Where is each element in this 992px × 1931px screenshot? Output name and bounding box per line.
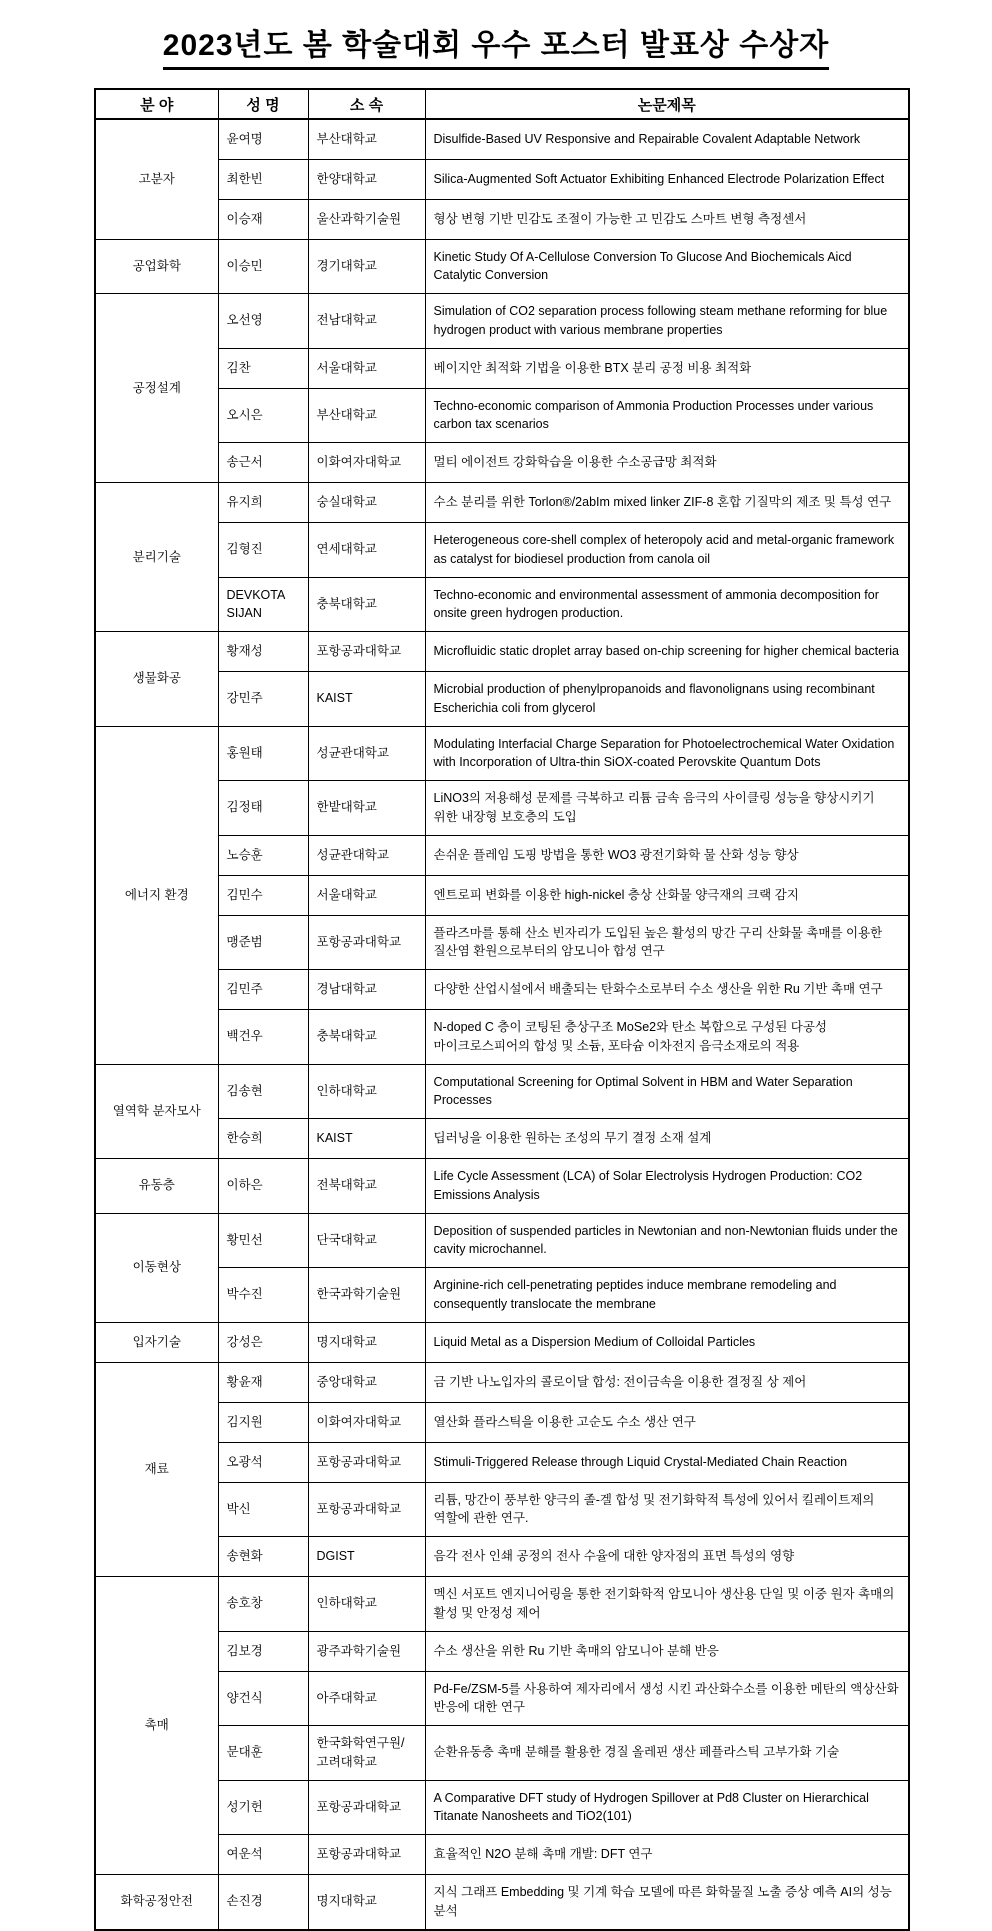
field-cell: 재료 — [95, 1362, 218, 1577]
name-cell: 윤여명 — [218, 119, 308, 159]
paper-title-cell: 엔트로피 변화를 이용한 high-nickel 층상 산화물 양극재의 크랙 감지 — [425, 875, 909, 915]
affiliation-cell: 한국과학기술원 — [308, 1268, 425, 1323]
paper-title-cell: 형상 변형 기반 민감도 조절이 가능한 고 민감도 스마트 변형 측정센서 — [425, 199, 909, 239]
affiliation-cell: KAIST — [308, 1119, 425, 1159]
table-row — [95, 239, 909, 294]
affiliation-cell: 포항공과대학교 — [308, 1780, 425, 1835]
paper-title-cell: 플라즈마를 통해 산소 빈자리가 도입된 높은 활성의 망간 구리 산화물 촉매를 이용한 질산염 환원으로부터의 암모니아 합성 연구 — [425, 915, 909, 970]
paper-title-cell: 지식 그래프 Embedding 및 기계 학습 모델에 따른 화학물질 노출 증상 예측 AI의 성능 분석 — [425, 1875, 909, 1930]
field-cell: 화학공정안전 — [95, 1875, 218, 1930]
awards-table-header — [95, 89, 909, 119]
paper-title-cell: Simulation of CO2 separation process following steam methane reforming for blue hydrogen product with various membrane properties — [425, 294, 909, 349]
affiliation-cell: 포항공과대학교 — [308, 1835, 425, 1875]
name-cell: 노승훈 — [218, 835, 308, 875]
name-cell: 황재성 — [218, 632, 308, 672]
name-cell: 김형진 — [218, 523, 308, 578]
paper-title-cell: 수소 분리를 위한 Torlon®/2abIm mixed linker ZIF-8 혼합 기질막의 제조 및 특성 연구 — [425, 483, 909, 523]
paper-title-cell: Arginine-rich cell-penetrating peptides induce membrane remodeling and consequently translocate the membrane — [425, 1268, 909, 1323]
paper-title-cell: Deposition of suspended particles in Newtonian and non-Newtonian fluids under the cavity microchannel. — [425, 1213, 909, 1268]
page-title-text: 2023년도 봄 학술대회 우수 포스터 발표상 수상자 — [163, 20, 829, 70]
name-cell: 김민주 — [218, 970, 308, 1010]
field-cell: 고분자 — [95, 119, 218, 239]
paper-title-cell: Pd-Fe/ZSM-5를 사용하여 제자리에서 생성 시킨 과산화수소를 이용한 메탄의 액상산화 반응에 대한 연구 — [425, 1671, 909, 1726]
paper-title-cell: 딥러닝을 이용한 원하는 조성의 무기 결정 소재 설계 — [425, 1119, 909, 1159]
affiliation-cell: 한밭대학교 — [308, 781, 425, 836]
name-cell: 최한빈 — [218, 159, 308, 199]
affiliation-cell: 충북대학교 — [308, 1010, 425, 1065]
table-row — [95, 1119, 909, 1159]
field-cell: 분리기술 — [95, 483, 218, 632]
paper-title-cell: 음각 전사 인쇄 공정의 전사 수율에 대한 양자점의 표면 특성의 영향 — [425, 1537, 909, 1577]
affiliation-cell: 서울대학교 — [308, 348, 425, 388]
affiliation-cell: 서울대학교 — [308, 875, 425, 915]
name-cell: 강민주 — [218, 672, 308, 727]
table-row — [95, 632, 909, 672]
column-header-name: 성 명 — [218, 89, 308, 119]
affiliation-cell: 단국대학교 — [308, 1213, 425, 1268]
name-cell: 김정태 — [218, 781, 308, 836]
name-cell: 백건우 — [218, 1010, 308, 1065]
field-cell: 생물화공 — [95, 632, 218, 727]
paper-title-cell: N-doped C 층이 코팅된 층상구조 MoSe2와 탄소 복합으로 구성된 다공성 마이크로스피어의 합성 및 소듐, 포타슘 이차전지 음극소재로의 적용 — [425, 1010, 909, 1065]
affiliation-cell: 한국화학연구원/고려대학교 — [308, 1726, 425, 1781]
column-header-affiliation: 소 속 — [308, 89, 425, 119]
table-row — [95, 1537, 909, 1577]
name-cell: 문대훈 — [218, 1726, 308, 1781]
name-cell: 박신 — [218, 1482, 308, 1537]
table-row — [95, 672, 909, 727]
name-cell: 맹준범 — [218, 915, 308, 970]
table-row — [95, 1322, 909, 1362]
table-row — [95, 835, 909, 875]
affiliation-cell: 포항공과대학교 — [308, 1442, 425, 1482]
table-row — [95, 1159, 909, 1214]
table-row — [95, 1064, 909, 1119]
paper-title-cell: Techno-economic comparison of Ammonia Production Processes under various carbon tax scenarios — [425, 388, 909, 443]
affiliation-cell: 경기대학교 — [308, 239, 425, 294]
affiliation-cell: 포항공과대학교 — [308, 915, 425, 970]
paper-title-cell: Disulfide-Based UV Responsive and Repairable Covalent Adaptable Network — [425, 119, 909, 159]
table-row — [95, 119, 909, 159]
table-row — [95, 1780, 909, 1835]
affiliation-cell: 울산과학기술원 — [308, 199, 425, 239]
paper-title-cell: Stimuli-Triggered Release through Liquid Crystal-Mediated Chain Reaction — [425, 1442, 909, 1482]
field-cell: 입자기술 — [95, 1322, 218, 1362]
table-row — [95, 159, 909, 199]
name-cell: 이하은 — [218, 1159, 308, 1214]
paper-title-cell: Kinetic Study Of A-Cellulose Conversion To Glucose And Biochemicals Aicd Catalytic Conversion — [425, 239, 909, 294]
paper-title-cell: Liquid Metal as a Dispersion Medium of Colloidal Particles — [425, 1322, 909, 1362]
name-cell: 여운석 — [218, 1835, 308, 1875]
paper-title-cell: 열산화 플라스틱을 이용한 고순도 수소 생산 연구 — [425, 1402, 909, 1442]
table-row — [95, 1726, 909, 1781]
paper-title-cell: Life Cycle Assessment (LCA) of Solar Electrolysis Hydrogen Production: CO2 Emissions Analysis — [425, 1159, 909, 1214]
affiliation-cell: 부산대학교 — [308, 388, 425, 443]
table-row — [95, 348, 909, 388]
paper-title-cell: Microbial production of phenylpropanoids and flavonolignans using recombinant Escherichia coli from glycerol — [425, 672, 909, 727]
table-row — [95, 294, 909, 349]
affiliation-cell: 인하대학교 — [308, 1064, 425, 1119]
affiliation-cell: 이화여자대학교 — [308, 1402, 425, 1442]
awards-table-body — [95, 119, 909, 1930]
paper-title-cell: 베이지안 최적화 기법을 이용한 BTX 분리 공정 비용 최적화 — [425, 348, 909, 388]
table-row — [95, 1213, 909, 1268]
table-row — [95, 1268, 909, 1323]
page-title — [0, 20, 992, 70]
table-row — [95, 1631, 909, 1671]
name-cell: 이승민 — [218, 239, 308, 294]
field-cell: 촉매 — [95, 1577, 218, 1875]
name-cell: DEVKOTA SIJAN — [218, 577, 308, 632]
affiliation-cell: 전북대학교 — [308, 1159, 425, 1214]
name-cell: 김지원 — [218, 1402, 308, 1442]
paper-title-cell: 멀티 에이전트 강화학습을 이용한 수소공급망 최적화 — [425, 443, 909, 483]
table-row — [95, 1402, 909, 1442]
affiliation-cell: 포항공과대학교 — [308, 1482, 425, 1537]
table-row — [95, 1671, 909, 1726]
table-row — [95, 1577, 909, 1632]
table-row — [95, 1362, 909, 1402]
affiliation-cell: 한양대학교 — [308, 159, 425, 199]
field-cell: 공정설계 — [95, 294, 218, 483]
name-cell: 강성은 — [218, 1322, 308, 1362]
affiliation-cell: 명지대학교 — [308, 1322, 425, 1362]
name-cell: 김민수 — [218, 875, 308, 915]
paper-title-cell: 효율적인 N2O 분해 촉매 개발: DFT 연구 — [425, 1835, 909, 1875]
table-row — [95, 1442, 909, 1482]
table-row — [95, 781, 909, 836]
affiliation-cell: 성균관대학교 — [308, 726, 425, 781]
field-cell: 유동층 — [95, 1159, 218, 1214]
column-header-field: 분 야 — [95, 89, 218, 119]
affiliation-cell: 포항공과대학교 — [308, 632, 425, 672]
field-cell: 이동현상 — [95, 1213, 218, 1322]
affiliation-cell: 아주대학교 — [308, 1671, 425, 1726]
table-row — [95, 443, 909, 483]
affiliation-cell: DGIST — [308, 1537, 425, 1577]
affiliation-cell: KAIST — [308, 672, 425, 727]
name-cell: 김보경 — [218, 1631, 308, 1671]
affiliation-cell: 명지대학교 — [308, 1875, 425, 1930]
affiliation-cell: 부산대학교 — [308, 119, 425, 159]
affiliation-cell: 이화여자대학교 — [308, 443, 425, 483]
field-cell: 에너지 환경 — [95, 726, 218, 1064]
name-cell: 송근서 — [218, 443, 308, 483]
name-cell: 김찬 — [218, 348, 308, 388]
paper-title-cell: Microfluidic static droplet array based on-chip screening for higher chemical bacteria — [425, 632, 909, 672]
paper-title-cell: Modulating Interfacial Charge Separation for Photoelectrochemical Water Oxidation with Incorporation of Ultra-thin SiOX-coated Perovskite Quantum Dots — [425, 726, 909, 781]
paper-title-cell: Heterogeneous core-shell complex of heteropoly acid and metal-organic framework as catalyst for biodiesel production from canola oil — [425, 523, 909, 578]
name-cell: 성기헌 — [218, 1780, 308, 1835]
name-cell: 손진경 — [218, 1875, 308, 1930]
name-cell: 유지희 — [218, 483, 308, 523]
affiliation-cell: 숭실대학교 — [308, 483, 425, 523]
paper-title-cell: 수소 생산을 위한 Ru 기반 촉매의 암모니아 분해 반응 — [425, 1631, 909, 1671]
field-cell: 열역학 분자모사 — [95, 1064, 218, 1159]
table-row — [95, 970, 909, 1010]
name-cell: 홍원태 — [218, 726, 308, 781]
paper-title-cell: 리튬, 망간이 풍부한 양극의 졸-겔 합성 및 전기화학적 특성에 있어서 킬레이트제의 역할에 관한 연구. — [425, 1482, 909, 1537]
affiliation-cell: 연세대학교 — [308, 523, 425, 578]
table-row — [95, 388, 909, 443]
name-cell: 송현화 — [218, 1537, 308, 1577]
name-cell: 김송현 — [218, 1064, 308, 1119]
affiliation-cell: 성균관대학교 — [308, 835, 425, 875]
paper-title-cell: 멕신 서포트 엔지니어링을 통한 전기화학적 암모니아 생산용 단일 및 이중 원자 촉매의 활성 및 안정성 제어 — [425, 1577, 909, 1632]
name-cell: 송호창 — [218, 1577, 308, 1632]
paper-title-cell: 다양한 산업시설에서 배출되는 탄화수소로부터 수소 생산을 위한 Ru 기반 촉매 연구 — [425, 970, 909, 1010]
paper-title-cell: Computational Screening for Optimal Solvent in HBM and Water Separation Processes — [425, 1064, 909, 1119]
name-cell: 오시은 — [218, 388, 308, 443]
affiliation-cell: 전남대학교 — [308, 294, 425, 349]
affiliation-cell: 인하대학교 — [308, 1577, 425, 1632]
table-row — [95, 1875, 909, 1930]
paper-title-cell: 손쉬운 플레임 도핑 방법을 통한 WO3 광전기화학 물 산화 성능 향상 — [425, 835, 909, 875]
affiliation-cell: 충북대학교 — [308, 577, 425, 632]
table-row — [95, 915, 909, 970]
paper-title-cell: 순환유동층 촉매 분해를 활용한 경질 올레핀 생산 페플라스틱 고부가화 기술 — [425, 1726, 909, 1781]
table-row — [95, 1010, 909, 1065]
table-row — [95, 577, 909, 632]
name-cell: 오선영 — [218, 294, 308, 349]
name-cell: 한승희 — [218, 1119, 308, 1159]
header-row — [95, 89, 909, 119]
paper-title-cell: Techno-economic and environmental assessment of ammonia decomposition for onsite green hydrogen production. — [425, 577, 909, 632]
name-cell: 양건식 — [218, 1671, 308, 1726]
table-row — [95, 483, 909, 523]
table-row — [95, 1482, 909, 1537]
name-cell: 박수진 — [218, 1268, 308, 1323]
paper-title-cell: Silica-Augmented Soft Actuator Exhibiting Enhanced Electrode Polarization Effect — [425, 159, 909, 199]
awards-table — [94, 88, 910, 1931]
affiliation-cell: 경남대학교 — [308, 970, 425, 1010]
table-row — [95, 875, 909, 915]
name-cell: 황민선 — [218, 1213, 308, 1268]
affiliation-cell: 광주과학기술원 — [308, 1631, 425, 1671]
table-row — [95, 726, 909, 781]
table-row — [95, 523, 909, 578]
name-cell: 이승재 — [218, 199, 308, 239]
name-cell: 황윤재 — [218, 1362, 308, 1402]
column-header-paper-title: 논문제목 — [425, 89, 909, 119]
table-row — [95, 199, 909, 239]
field-cell: 공업화학 — [95, 239, 218, 294]
paper-title-cell: LiNO3의 저용해성 문제를 극복하고 리튬 금속 음극의 사이클링 성능을 향상시키기 위한 내장형 보호층의 도입 — [425, 781, 909, 836]
name-cell: 오광석 — [218, 1442, 308, 1482]
affiliation-cell: 중앙대학교 — [308, 1362, 425, 1402]
paper-title-cell: A Comparative DFT study of Hydrogen Spillover at Pd8 Cluster on Hierarchical Titanate Nanosheets and TiO2(101) — [425, 1780, 909, 1835]
table-row — [95, 1835, 909, 1875]
paper-title-cell: 금 기반 나노입자의 콜로이달 합성: 전이금속을 이용한 결정질 상 제어 — [425, 1362, 909, 1402]
